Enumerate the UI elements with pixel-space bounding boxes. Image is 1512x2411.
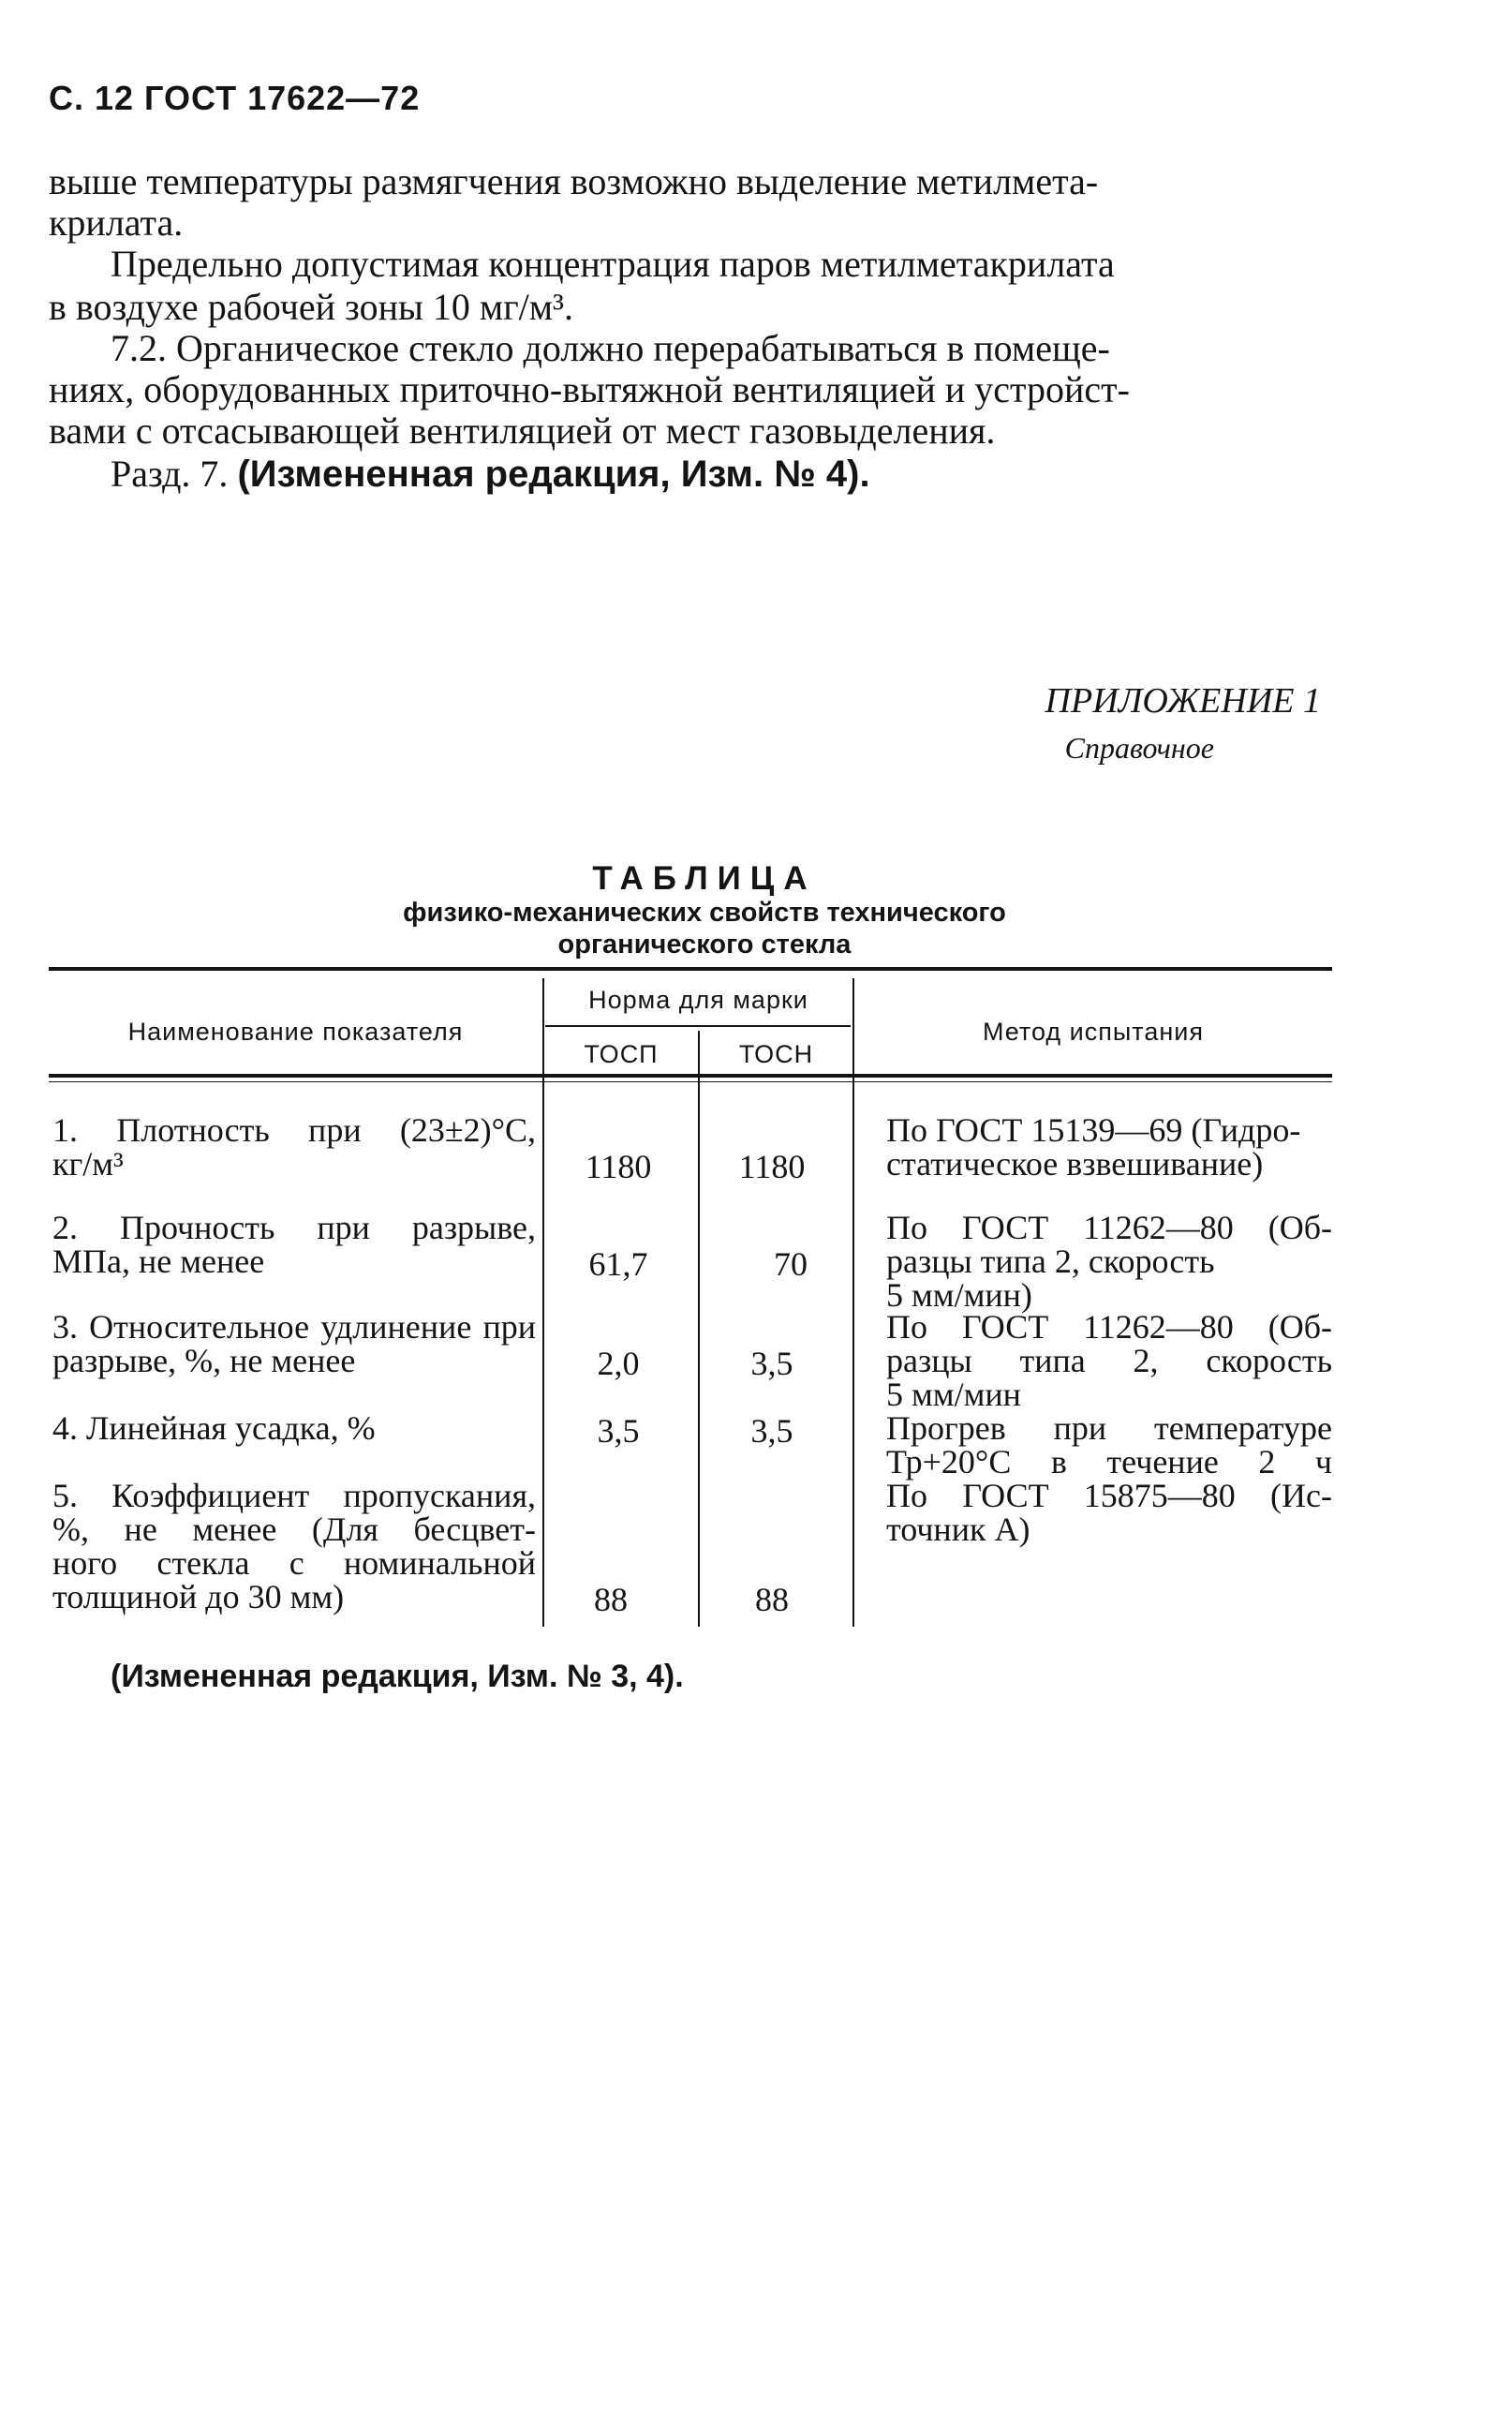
table-header-rule — [49, 1074, 1332, 1078]
row-name-line: 3. Относительное удлинение при — [52, 1308, 536, 1346]
table-subtitle-line: физико-механических свойств технического — [403, 898, 1006, 928]
row-method-line: статическое взвешивание) — [886, 1145, 1264, 1183]
column-header-tosp: ТОСП — [584, 1040, 659, 1068]
row-value-tosn: 1180 — [738, 1148, 806, 1185]
row-name-line: ного стекла с номинальной — [52, 1544, 536, 1582]
row-name-line: разрыве, %, не менее — [52, 1342, 356, 1379]
table-subtitle-line: органического стекла — [557, 930, 852, 960]
row-value-tosp: 88 — [594, 1581, 628, 1618]
section-note-prefix: Разд. 7. — [111, 453, 229, 495]
column-header-method: Метод испытания — [983, 1018, 1204, 1046]
table-header-rule-thin — [49, 1081, 1332, 1082]
norm-group-rule — [545, 1025, 851, 1027]
row-name-line: 4. Линейная усадка, % — [52, 1409, 376, 1447]
row-method-line: 5 мм/мин — [886, 1376, 1021, 1413]
paragraph-line: крилата. — [49, 201, 184, 244]
row-value-tosp: 2,0 — [597, 1345, 640, 1382]
paragraph-line: Предельно допустимая концентрация паров метилметакрилата — [111, 243, 1115, 285]
row-name-line: кг/м³ — [52, 1145, 124, 1183]
row-method-line: По ГОСТ 11262—80 (Об- — [886, 1209, 1332, 1246]
row-method-line: По ГОСТ 15139—69 (Гидро- — [886, 1111, 1301, 1149]
row-value-tosp: 1180 — [585, 1148, 652, 1185]
row-method-line: 5 мм/мин) — [886, 1276, 1032, 1314]
row-value-tosp: 3,5 — [597, 1412, 640, 1450]
column-header-norm: Норма для марки — [588, 986, 808, 1014]
row-value-tosp: 61,7 — [588, 1245, 648, 1283]
row-method-line: Тр+20°С в течение 2 ч — [886, 1443, 1332, 1481]
row-value-tosn: 70 — [774, 1245, 808, 1283]
row-name-line: 2. Прочность при разрыве, — [52, 1209, 536, 1246]
column-divider — [542, 978, 544, 1627]
row-method-line: разцы типа 2, скорость — [886, 1243, 1215, 1280]
table-footnote: (Измененная редакция, Изм. № 3, 4). — [111, 1659, 684, 1694]
table-top-rule — [49, 967, 1332, 971]
column-header-name: Наименование показателя — [127, 1018, 464, 1046]
paragraph-line: выше температуры размягчения возможно выделение метилмета- — [49, 160, 1099, 202]
row-method-line: точник А) — [886, 1511, 1030, 1548]
row-name-line: 1. Плотность при (23±2)°С, — [52, 1111, 536, 1149]
row-name-line: %, не менее (Для бесцвет- — [52, 1511, 536, 1548]
row-method-line: разцы типа 2, скорость — [886, 1342, 1332, 1379]
paragraph-line: вами с отсасывающей вентиляцией от мест газовыделения. — [49, 409, 996, 452]
row-method-line: По ГОСТ 15875—80 (Ис- — [886, 1477, 1332, 1514]
row-name-line: МПа, не менее — [52, 1243, 265, 1280]
column-divider — [698, 1031, 700, 1627]
paragraph-line: ниях, оборудованных приточно-вытяжной вентиляцией и устройст- — [49, 368, 1130, 410]
column-header-tosn: ТОСН — [738, 1040, 814, 1068]
row-value-tosn: 88 — [755, 1581, 789, 1618]
paragraph-line: 7.2. Органическое стекло должно перерабатываться в помеще- — [111, 327, 1110, 369]
section-note — [111, 454, 870, 495]
table-title: ТАБЛИЦА — [592, 860, 817, 897]
row-value-tosn: 3,5 — [750, 1345, 793, 1382]
appendix-subtitle: Справочное — [1064, 731, 1214, 765]
row-value-tosn: 3,5 — [750, 1412, 793, 1450]
section-note-amendment: (Измененная редакция, Изм. № 4). — [237, 454, 870, 495]
row-name-line: толщиной до 30 мм) — [52, 1578, 345, 1615]
column-divider — [852, 978, 854, 1627]
paragraph-line: в воздухе рабочей зоны 10 мг/м³. — [49, 286, 574, 328]
row-method-line: По ГОСТ 11262—80 (Об- — [886, 1308, 1332, 1346]
row-method-line: Прогрев при температуре — [886, 1409, 1332, 1447]
appendix-title: ПРИЛОЖЕНИЕ 1 — [1045, 681, 1321, 721]
page-header: С. 12 ГОСТ 17622—72 — [49, 79, 421, 117]
row-name-line: 5. Коэффициент пропускания, — [52, 1477, 536, 1514]
